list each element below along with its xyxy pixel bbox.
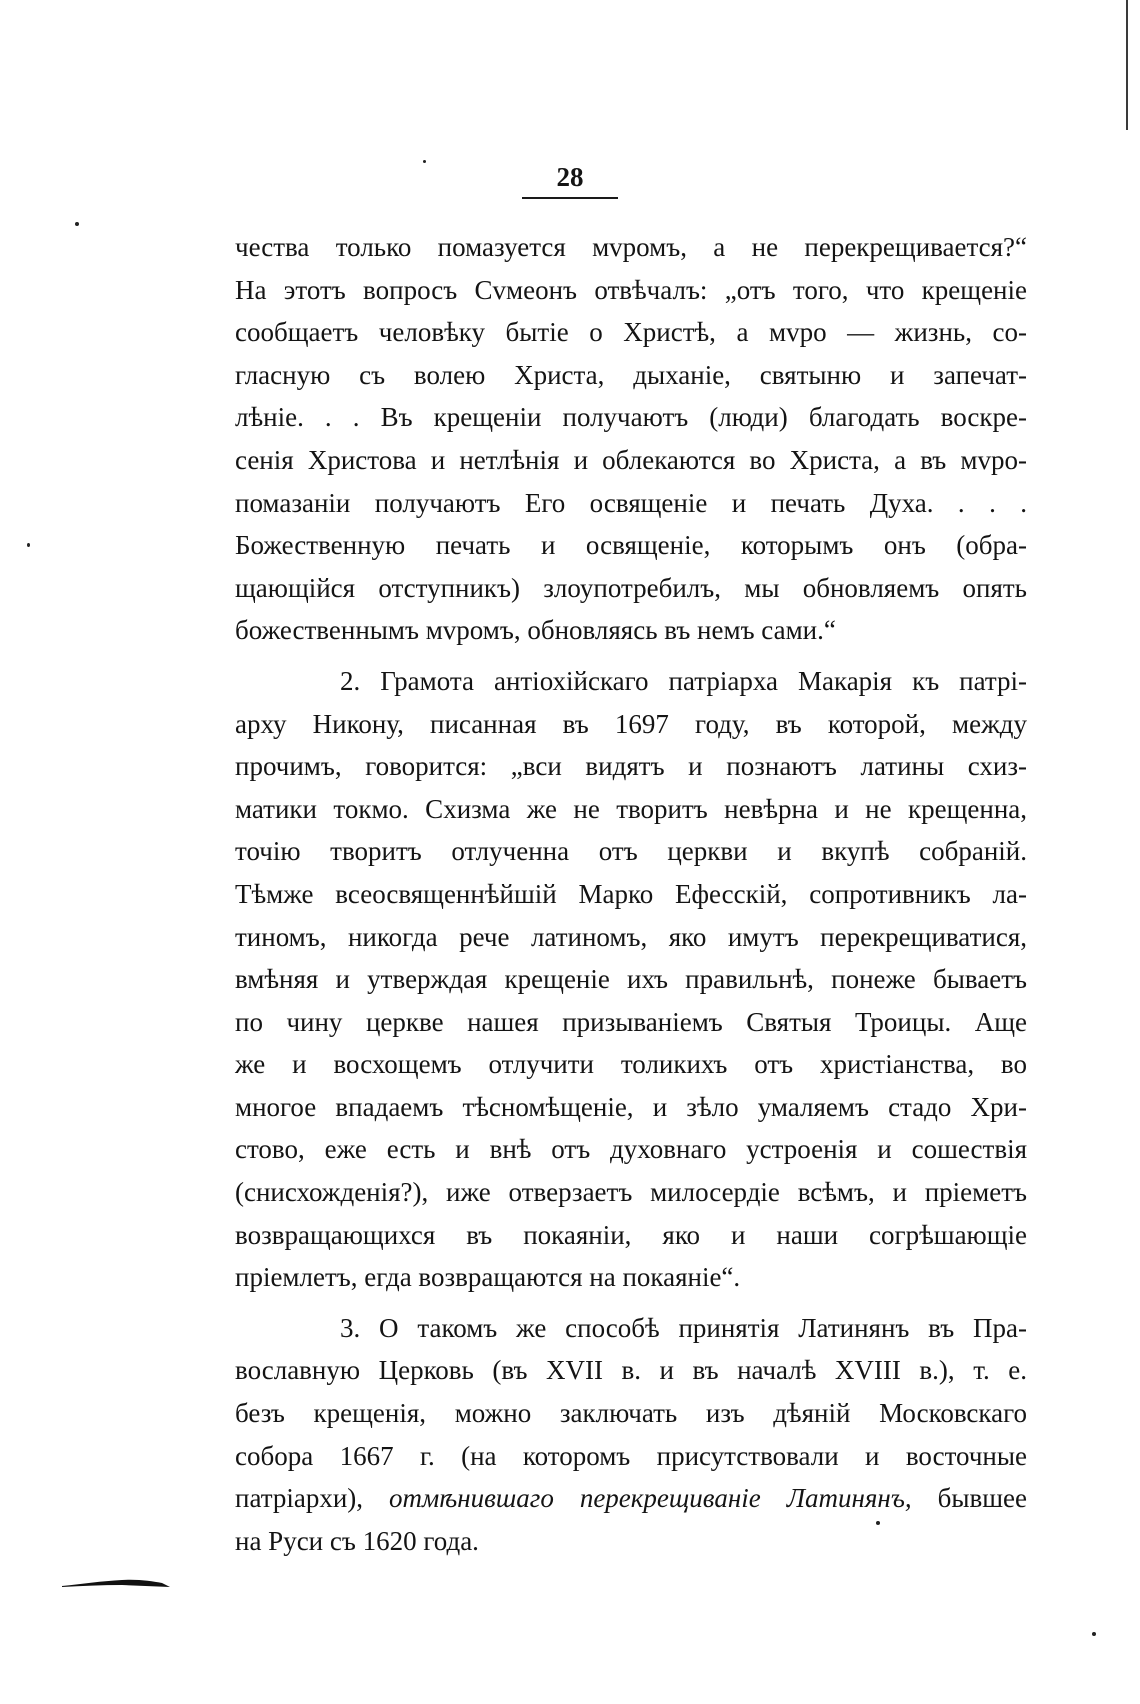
text-line: гласную съ волею Христа, дыханіе, святыню и запечат- xyxy=(235,359,1027,390)
text-line: 3. О такомъ же способѣ принятія Латинянъ въ Пра- xyxy=(340,1312,1027,1343)
italic-phrase: отмѣнившаго перекрещиваніе Латинянъ, xyxy=(389,1483,912,1514)
page-number-rule xyxy=(522,197,618,199)
body-text xyxy=(235,226,1027,1562)
text-line: пріемлетъ, егда возвращаются на покаяніе“. xyxy=(235,1262,741,1293)
text-line: же и восхощемъ отлучити толикихъ отъ христіанства, во xyxy=(235,1049,1027,1080)
text-line: точію творитъ отлученна отъ церкви и вкупѣ собраній. xyxy=(235,836,1027,867)
scan-speck xyxy=(75,222,79,226)
text-line: вославную Церковь (въ XVII в. и въ началѣ XVIII в.), т. е. xyxy=(235,1355,1027,1386)
text-line: на Руси съ 1620 года. xyxy=(235,1525,479,1556)
text-line: Божественную печать и освященіе, которымъ онъ (обра- xyxy=(235,530,1027,561)
page-number: 28 xyxy=(556,162,584,192)
text-line: собора 1667 г. (на которомъ присутствовали и восточные xyxy=(235,1440,1027,1471)
text-line-with-italic xyxy=(235,1477,1027,1520)
paragraph-gap xyxy=(235,1299,1027,1307)
text-line: многое впадаемъ тѣсномѣщеніе, и зѣло умаляемъ стадо Хри- xyxy=(235,1091,1027,1122)
text-line: лѣніе. . . Въ крещеніи получаютъ (люди) благодать воскре- xyxy=(235,402,1027,433)
text-run: бывшее xyxy=(911,1483,1027,1514)
scan-speck xyxy=(423,160,426,163)
text-line: сенія Христова и нетлѣнія и облекаются во Христа, а въ мvро- xyxy=(235,444,1027,475)
paragraph-2 xyxy=(235,660,1027,1299)
text-line: Тѣмже всеосвященнѣйшій Марко Ефесскій, сопротивникъ ла- xyxy=(235,878,1027,909)
paragraph-1 xyxy=(235,226,1027,652)
text-line: стово, еже есть и внѣ отъ духовнаго устроенія и сошествія xyxy=(235,1134,1027,1165)
binding-edge-line xyxy=(1126,0,1128,130)
paragraph-3 xyxy=(235,1307,1027,1563)
text-line: вмѣняя и утверждая крещеніе ихъ правильнѣ, понеже бываетъ xyxy=(235,964,1027,995)
text-line: (снисхожденія?), иже отверзаетъ милосердіе всѣмъ, и пріеметъ xyxy=(235,1177,1027,1208)
text-line: На этотъ вопросъ Сvмеонъ отвѣчалъ: „отъ того, что крещеніе xyxy=(235,274,1027,305)
text-line: чества только помазуется мvромъ, а не перекрещивается?“ xyxy=(235,232,1027,262)
text-line: помазаніи получаютъ Его освященіе и печать Духа. . . . xyxy=(235,487,1027,518)
text-line: безъ крещенія, можно заключать изъ дѣяній Московскаго xyxy=(235,1398,1027,1429)
text-line: божественнымъ мvромъ, обновляясь въ немъ сами.“ xyxy=(235,615,836,646)
text-line: прочимъ, говорится: „вси видятъ и познаютъ латины схиз- xyxy=(235,751,1027,782)
text-line: возвращающихся въ покаяніи, яко и наши согрѣшающіе xyxy=(235,1219,1027,1250)
paragraph-gap xyxy=(235,652,1027,660)
text-run: патріархи), xyxy=(235,1483,390,1514)
scan-speck xyxy=(1092,1632,1096,1636)
text-line: по чину церкве нашея призываніемъ Святыя Троицы. Аще xyxy=(235,1006,1027,1037)
scan-speck xyxy=(876,1521,880,1525)
text-line: щающійся отступникъ) злоупотребилъ, мы обновляемъ опять xyxy=(235,572,1027,603)
ink-smudge xyxy=(62,1578,170,1588)
text-line: арху Никону, писанная въ 1697 году, въ которой, между xyxy=(235,708,1027,739)
text-line: матики токмо. Схизма же не творитъ невѣрна и не крещенна, xyxy=(235,793,1027,824)
text-line: 2. Грамота антіохійскаго патріарха Макарія къ патрі- xyxy=(340,665,1027,696)
text-line: тиномъ, никогда рече латиномъ, яко имутъ перекрещиватися, xyxy=(235,921,1027,952)
scan-speck xyxy=(27,543,30,547)
text-line: сообщаетъ человѣку бытіе о Христѣ, а мvро — жизнь, со- xyxy=(235,317,1027,348)
